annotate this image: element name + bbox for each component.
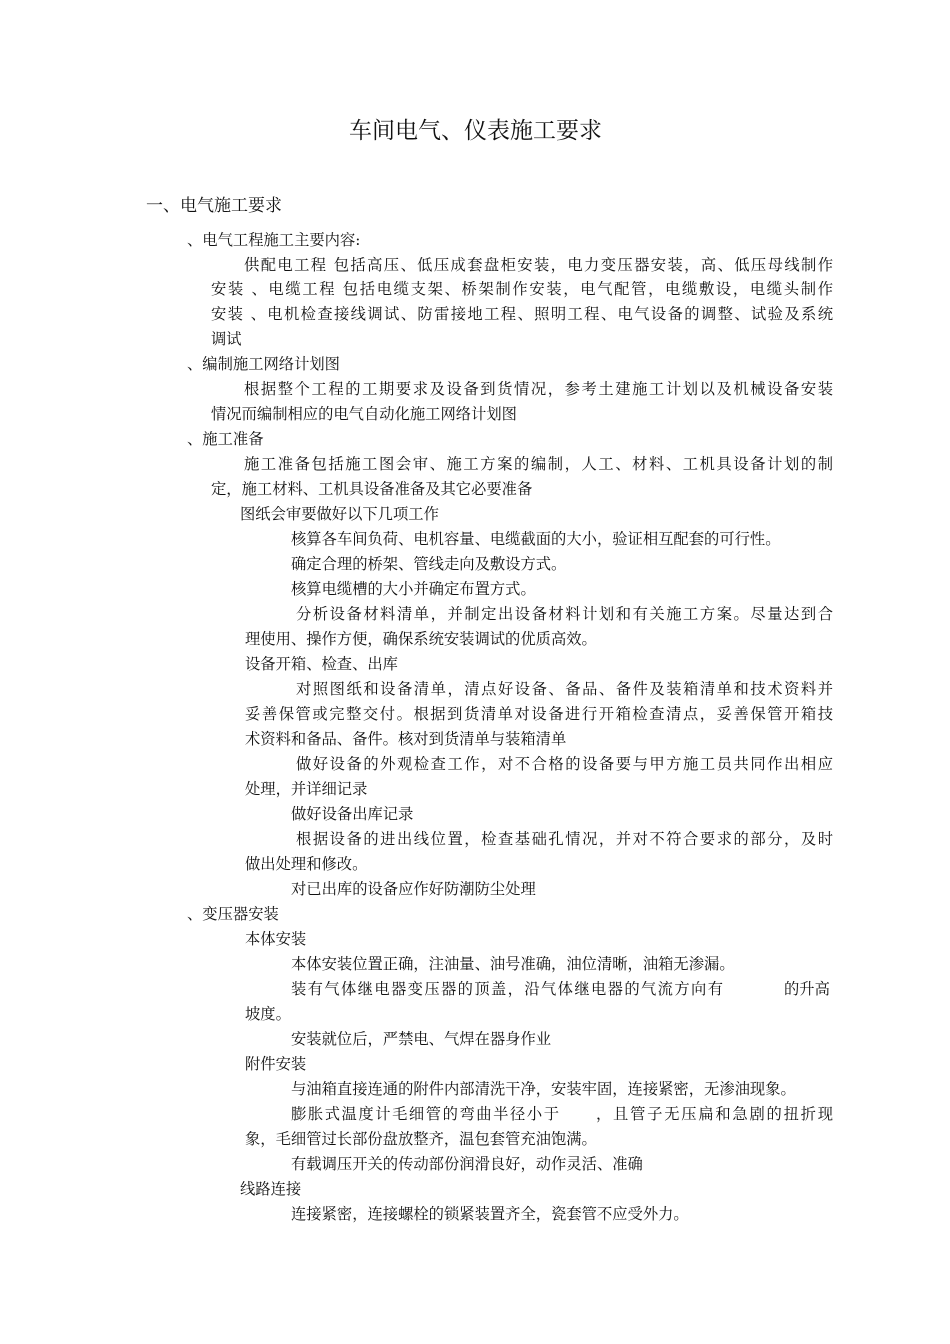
item-line: 分析设备材料清单，并制定出设备材料计划和有关施工方案。尽量达到合 <box>296 605 833 623</box>
paragraph-line: 定，施工材料、工机具设备准备及其它必要准备 <box>211 480 533 498</box>
item-line: 有载调压开关的传动部份润滑良好，动作灵活、准确 <box>291 1155 643 1173</box>
item-line: 核算电缆槽的大小并确定布置方式。 <box>291 580 536 598</box>
item-line: 装有气体继电器变压器的顶盖，沿气体继电器的气流方向有 <box>291 980 723 998</box>
item-line: 坡度。 <box>245 1005 291 1023</box>
item-line: 做好设备出库记录 <box>291 805 414 823</box>
subsection-heading: 、电气工程施工主要内容: <box>187 231 361 249</box>
paragraph-line: 供配电工程 包括高压、低压成套盘柜安装，电力变压器安装，高、低压母线制作 <box>244 256 833 274</box>
item-line: 确定合理的桥架、管线走向及敷设方式。 <box>291 555 567 573</box>
item-line: 本体安装位置正确，注油量、油号准确，油位清晰，油箱无渗漏。 <box>291 955 735 973</box>
item-heading: 图纸会审要做好以下几项工作 <box>240 505 439 523</box>
page-title: 车间电气、仪表施工要求 <box>349 118 602 144</box>
subsection-heading: 、施工准备 <box>187 430 264 448</box>
item-heading: 设备开箱、检查、出库 <box>245 655 398 673</box>
item-line: 处理，并详细记录 <box>245 780 368 798</box>
item-line: 膨胀式温度计毛细管的弯曲半径小于 <box>291 1105 559 1123</box>
item-line: 做出处理和修改。 <box>245 855 368 873</box>
item-line-end: ，且管子无压扁和急剧的扭折现 <box>596 1105 833 1123</box>
item-line: 安装就位后，严禁电、气焊在器身作业 <box>291 1030 552 1048</box>
item-line: 核算各车间负荷、电机容量、电缆截面的大小，验证相互配套的可行性。 <box>291 530 781 548</box>
item-line: 妥善保管或完整交付。根据到货清单对设备进行开箱检查清点，妥善保管开箱技 <box>245 705 833 723</box>
item-heading: 本体安装 <box>245 930 307 948</box>
item-line-end: 的升高 <box>784 980 830 998</box>
subsection-heading: 、变压器安装 <box>187 905 279 923</box>
item-line: 象，毛细管过长部份盘放整齐，温包套管充油饱满。 <box>245 1130 597 1148</box>
item-line: 与油箱直接连通的附件内部清洗干净，安装牢固，连接紧密，无渗油现象。 <box>291 1080 796 1098</box>
paragraph-line: 安装 、电机检查接线调试、防雷接地工程、照明工程、电气设备的调整、试验及系统 <box>211 305 833 323</box>
item-line: 连接紧密，连接螺栓的锁紧装置齐全，瓷套管不应受外力。 <box>291 1205 689 1223</box>
paragraph-line: 安装 、电缆工程 包括电缆支架、桥架制作安装，电气配管，电缆敷设，电缆头制作 <box>211 280 833 298</box>
paragraph-line: 施工准备包括施工图会审、施工方案的编制，人工、材料、工机具设备计划的制 <box>244 455 833 473</box>
item-heading: 线路连接 <box>240 1180 302 1198</box>
item-line: 对已出库的设备应作好防潮防尘处理 <box>291 880 536 898</box>
item-line: 做好设备的外观检查工作，对不合格的设备要与甲方施工员共同作出相应 <box>296 755 833 773</box>
paragraph-line: 根据整个工程的工期要求及设备到货情况，参考土建施工计划以及机械设备安装 <box>244 380 833 398</box>
subsection-heading: 、编制施工网络计划图 <box>187 355 340 373</box>
item-line: 对照图纸和设备清单，清点好设备、备品、备件及装箱清单和技术资料并 <box>296 680 833 698</box>
item-line: 术资料和备品、备件。核对到货清单与装箱清单 <box>245 730 567 748</box>
item-heading: 附件安装 <box>245 1055 307 1073</box>
paragraph-line: 调试 <box>211 330 242 348</box>
section-heading: 一、电气施工要求 <box>146 196 282 216</box>
item-line: 根据设备的进出线位置，检查基础孔情况，并对不符合要求的部分，及时 <box>296 830 833 848</box>
item-line: 理使用、操作方便，确保系统安装调试的优质高效。 <box>245 630 597 648</box>
paragraph-line: 情况而编制相应的电气自动化施工网络计划图 <box>211 405 517 423</box>
